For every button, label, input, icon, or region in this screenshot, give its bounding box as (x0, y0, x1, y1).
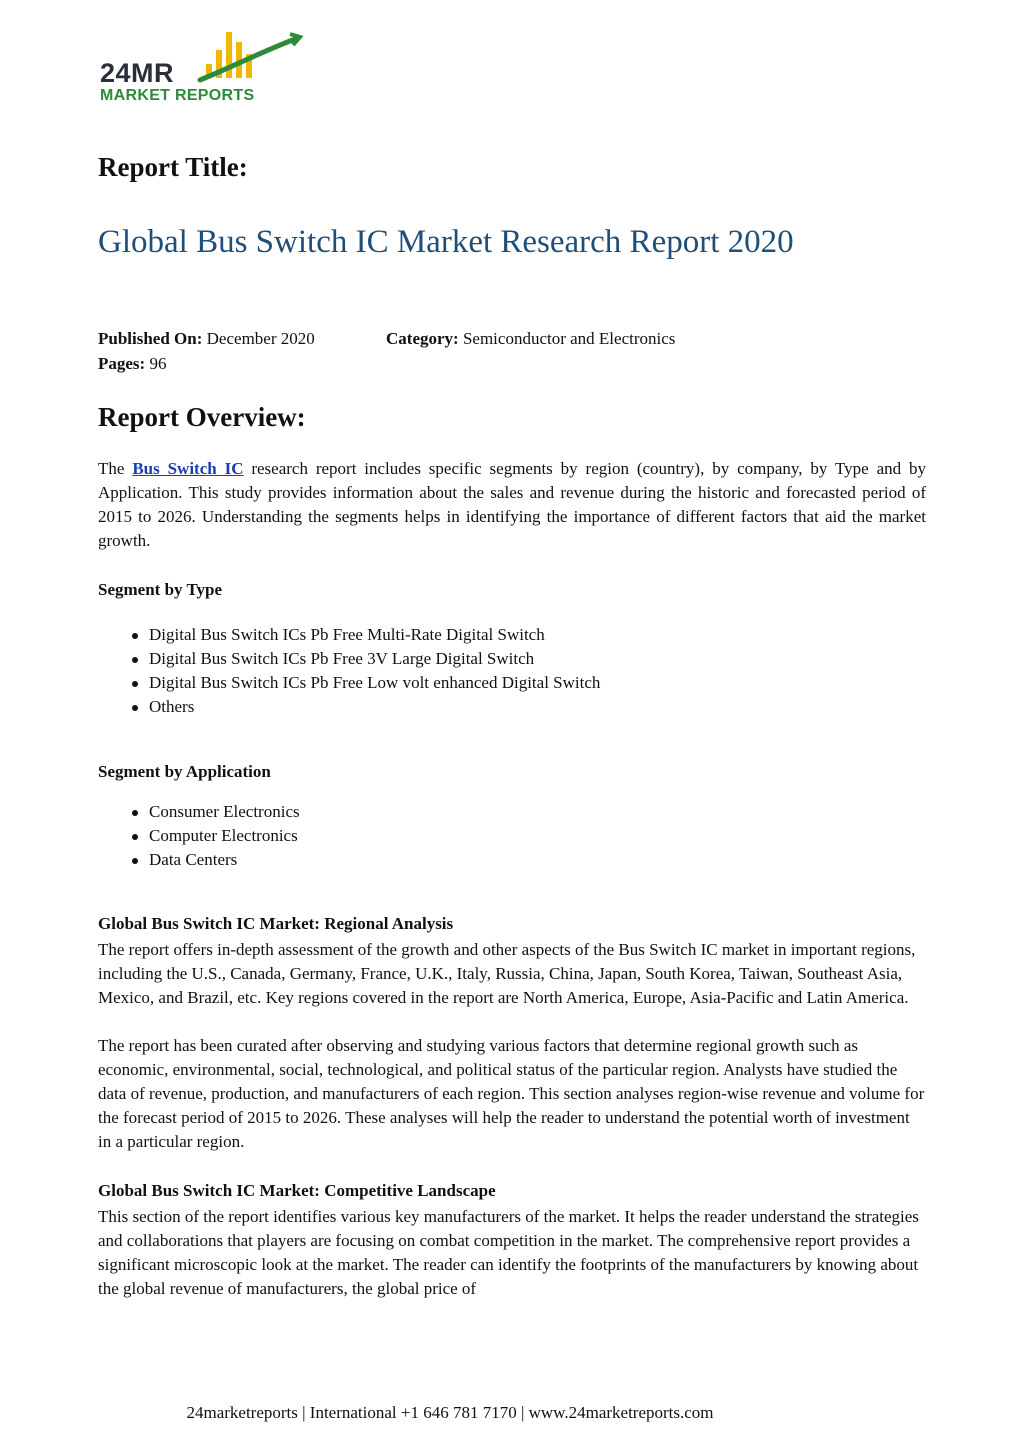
bus-switch-ic-link[interactable]: Bus Switch IC (132, 459, 244, 478)
overview-paragraph (98, 457, 926, 553)
competitive-paragraph-1: This section of the report identifies various key manufacturers of the market. It helps the reader understand the strategies and collaborations that players are focusing on combat competition in the market. The comprehensive report provides a significant microscopic look at the market. The reader can identify the footprints of the manufacturers by knowing about the global revenue of manufacturers, the global price of (98, 1207, 919, 1298)
category-label: Category: (386, 329, 459, 348)
pages (98, 354, 166, 374)
list-item: Others (130, 695, 600, 719)
segment-by-type-heading: Segment by Type (98, 580, 223, 599)
published-value: December 2020 (206, 329, 315, 348)
overview-body: research report includes specific segments by region (country), by company, by Type and by Application. This study provides information about the sales and revenue during the historic and forecasted period of 2015 to 2026. Understanding the segments helps in identifying the importance of different factors that aid the market growth. (98, 459, 926, 550)
list-item: Computer Electronics (130, 824, 300, 848)
list-item: Digital Bus Switch ICs Pb Free Low volt enhanced Digital Switch (130, 671, 600, 695)
company-logo (100, 28, 310, 108)
category (386, 329, 675, 349)
report-overview-label: Report Overview: (98, 402, 306, 432)
pages-value: 96 (149, 354, 167, 373)
footer-text: 24marketreports | International +1 646 781 7170 | www.24marketreports.com (186, 1403, 714, 1422)
logo-text-market-reports: MARKET REPORTS (100, 87, 255, 104)
list-item: Digital Bus Switch ICs Pb Free Multi-Rate Digital Switch (130, 623, 600, 647)
list-item: Data Centers (130, 848, 300, 872)
report-title-label: Report Title: (98, 152, 248, 182)
overview-prefix: The (98, 459, 133, 478)
competitive-landscape-heading: Global Bus Switch IC Market: Competitive Landscape (98, 1181, 496, 1200)
pages-label: Pages: (98, 354, 146, 373)
segment-type-list (130, 623, 600, 719)
segment-by-application-heading: Segment by Application (98, 762, 271, 781)
logo-text-24mr: 24MR (100, 58, 175, 88)
regional-paragraph-2: The report has been curated after observing and studying various factors that determine regional growth such as economic, environmental, social, technological, and political status of the particular region. Analysts have studied the data of revenue, production, and manufacturers of each region. This section analyses region-wise revenue and volume for the forecast period of 2015 to 2026. These analyses will help the reader to understand the potential worth of investment in a particular region. (98, 1036, 925, 1151)
segment-application-list (130, 800, 300, 872)
report-title: Global Bus Switch IC Market Research Report 2020 (98, 224, 794, 260)
regional-paragraph-1: The report offers in-depth assessment of the growth and other aspects of the Bus Switch IC market in important regions, including the U.S., Canada, Germany, France, U.K., Italy, Russia, China, Japan, South Korea, Taiwan, Southeast Asia, Mexico, and Brazil, etc. Key regions covered in the report are North America, Europe, Asia-Pacific and Latin America. (98, 940, 916, 1007)
page-footer (0, 1403, 1024, 1423)
published-label: Published On: (98, 329, 203, 348)
category-value: Semiconductor and Electronics (462, 329, 676, 348)
list-item: Digital Bus Switch ICs Pb Free 3V Large Digital Switch (130, 647, 600, 671)
regional-analysis-heading: Global Bus Switch IC Market: Regional Analysis (98, 914, 454, 933)
list-item: Consumer Electronics (130, 800, 300, 824)
published-on (98, 329, 315, 349)
